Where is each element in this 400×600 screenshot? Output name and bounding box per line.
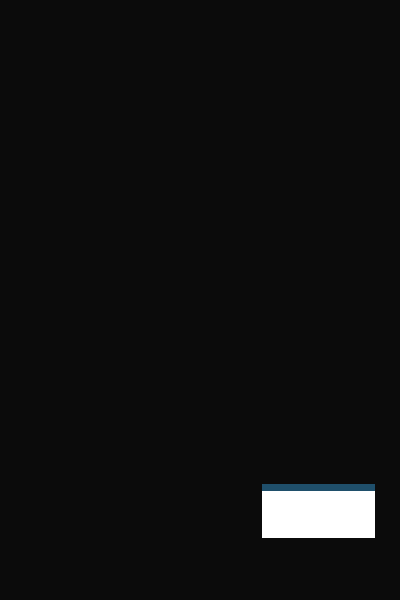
publisher-block xyxy=(262,484,375,538)
back-cover-text xyxy=(52,30,370,45)
barcode-icon xyxy=(267,496,370,534)
publisher-logo xyxy=(262,484,375,491)
barcode-area xyxy=(262,491,375,538)
